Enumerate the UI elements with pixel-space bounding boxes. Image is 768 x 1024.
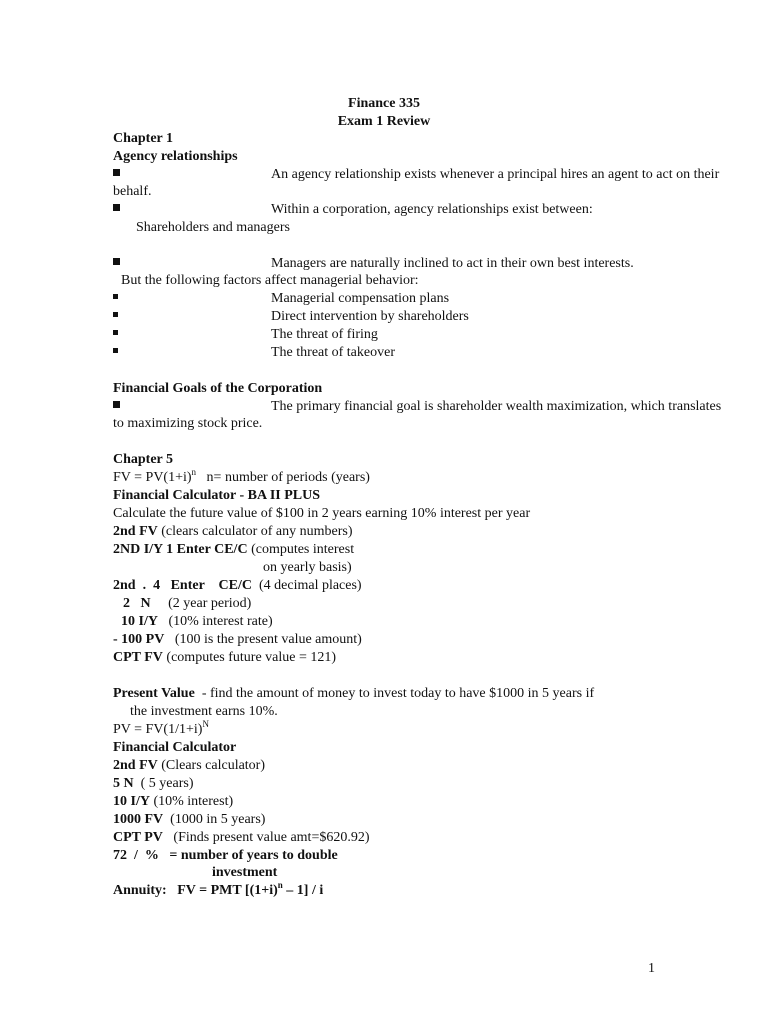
calc-step: 2nd FV (Clears calculator)	[113, 758, 266, 773]
calc-step: 10 I/Y (10% interest rate)	[121, 614, 273, 629]
bullet-continuation: to maximizing stock price.	[113, 416, 263, 431]
square-bullet-icon	[113, 204, 120, 211]
small-square-bullet-icon	[113, 312, 118, 317]
calc-prompt: Calculate the future value of $100 in 2 years earning 10% interest per year	[113, 506, 531, 521]
square-bullet-icon	[113, 169, 120, 176]
calc-heading: Financial Calculator - BA II PLUS	[113, 488, 321, 503]
bullet-continuation: behalf.	[113, 184, 152, 199]
calc-step: 5 N ( 5 years)	[113, 776, 194, 791]
factor-item: Direct intervention by shareholders	[113, 308, 118, 325]
calc-step: 1000 FV (1000 in 5 years)	[113, 812, 266, 827]
goals-heading: Financial Goals of the Corporation	[113, 381, 323, 396]
bullet-item: An agency relationship exists whenever a principal hires an agent to act on their	[113, 166, 120, 183]
calc-step: - 100 PV (100 is the present value amount)	[113, 632, 362, 647]
calc2-heading: Financial Calculator	[113, 740, 237, 755]
factors-intro: But the following factors affect managerial behavior:	[121, 273, 419, 288]
page-number: 1	[648, 961, 655, 976]
calc-step: 2ND I/Y 1 Enter CE/C (computes interest	[113, 542, 355, 557]
calc-step-continuation: on yearly basis)	[263, 560, 352, 575]
calc-step: 2nd . 4 Enter CE/C (4 decimal places)	[113, 578, 362, 593]
small-square-bullet-icon	[113, 294, 118, 299]
square-bullet-icon	[113, 401, 120, 408]
square-bullet-icon	[113, 258, 120, 265]
bullet-item: Within a corporation, agency relationships exist between:	[113, 201, 120, 218]
chapter1-heading: Chapter 1	[113, 131, 174, 146]
agency-heading: Agency relationships	[113, 149, 238, 164]
bullet-item: Managers are naturally inclined to act in their own best interests.	[113, 255, 120, 272]
calc-step: CPT PV (Finds present value amt=$620.92)	[113, 830, 370, 845]
small-square-bullet-icon	[113, 348, 118, 353]
pv-formula: PV = $FV(1/1+i)^N$	[113, 719, 209, 737]
calc-step: 2 N (2 year period)	[123, 596, 252, 611]
factor-item: Managerial compensation plans	[113, 290, 118, 307]
factor-item: The threat of firing	[113, 326, 118, 343]
pv-line-continuation: the investment earns 10%.	[130, 704, 278, 719]
rule-of-72: 72 / % = number of years to double	[113, 848, 338, 863]
factor-item: The threat of takeover	[113, 344, 118, 361]
pv-line: Present Value - find the amount of money to invest today to have $1000 in 5 years if	[113, 686, 595, 701]
exam-title: Exam 1 Review	[337, 114, 431, 129]
pv-heading: Present Value	[113, 686, 195, 701]
calc-step: 2nd FV (clears calculator of any numbers)	[113, 524, 353, 539]
chapter5-heading: Chapter 5	[113, 452, 174, 467]
course-title: Finance 335	[348, 96, 420, 111]
rule-of-72-continuation: investment	[212, 865, 278, 880]
annuity-formula: Annuity: FV = PMT $[(1+i)^n - 1] / i$	[113, 880, 324, 898]
fv-formula: FV = $PV(1+i)^n$ n= number of periods (years)	[113, 467, 370, 485]
bullet-subline: Shareholders and managers	[136, 220, 290, 235]
calc-step: 10 I/Y (10% interest)	[113, 794, 234, 809]
calc-step: CPT FV (computes future value = 121)	[113, 650, 337, 665]
small-square-bullet-icon	[113, 330, 118, 335]
bullet-item: The primary financial goal is shareholder wealth maximization, which translates	[113, 398, 120, 415]
